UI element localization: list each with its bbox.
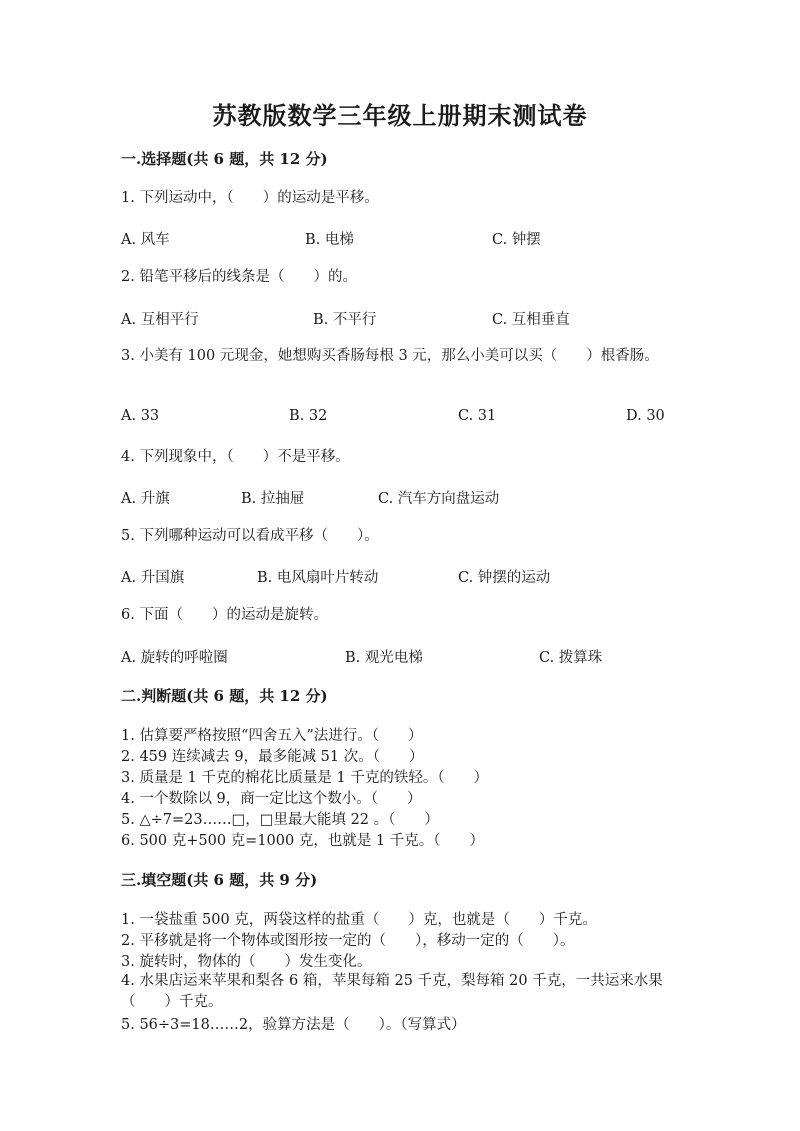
judgement-item: 2. 459 连续减去 9，最多能减 51 次。（ ）: [121, 749, 424, 765]
judgement-item: 3. 质量是 1 千克的棉花比质量是 1 千克的铁轻。（ ）: [121, 770, 489, 786]
question-3: 3. 小美有 100 元现金，她想购买香肠每根 3 元，那么小美可以买（ ）根香肠。: [121, 348, 659, 364]
page-title: 苏教版数学三年级上册期末测试卷: [212, 101, 588, 130]
question-5: 5. 下列哪种运动可以看成平移（ ）。: [121, 528, 379, 544]
option: A. 风车: [121, 232, 170, 248]
option: A. 旋转的呼啦圈: [121, 650, 228, 666]
fill-item: 5. 56÷3=18……2，验算方法是（ ）。（写算式）: [121, 1017, 466, 1033]
option: A. 33: [121, 408, 160, 424]
option: B. 拉抽屉: [241, 491, 305, 507]
option: C. 互相垂直: [492, 312, 570, 328]
option: A. 互相平行: [121, 312, 199, 328]
option: C. 31: [458, 408, 497, 424]
judgement-item: 4. 一个数除以 9，商一定比这个数小。（ ）: [121, 791, 422, 807]
question-1: 1. 下列运动中，（ ）的运动是平移。: [121, 190, 379, 206]
judgement-item: 6. 500 克+500 克=1000 克，也就是 1 千克。（ ）: [121, 833, 485, 849]
option: B. 32: [289, 408, 328, 424]
fill-item: 1. 一袋盐重 500 克，两袋这样的盐重（ ）克，也就是（ ）千克。: [121, 912, 597, 928]
question-2: 2. 铅笔平移后的线条是（ ）的。: [121, 269, 357, 285]
section-heading-fill-blank: 三.填空题(共 6 题，共 9 分): [121, 871, 318, 889]
option: B. 电梯: [305, 232, 354, 248]
question-4: 4. 下列现象中，（ ）不是平移。: [121, 449, 350, 465]
option: B. 不平行: [313, 312, 377, 328]
fill-item: 4. 水果店运来苹果和梨各 6 箱，苹果每箱 25 千克，梨每箱 20 千克，一共运来水果（ ）千克。: [121, 973, 663, 1010]
option: C. 拨算珠: [539, 650, 603, 666]
option: A. 升旗: [121, 491, 170, 507]
judgement-item: 5. △÷7=23……□，□里最大能填 22 。（ ）: [121, 812, 439, 828]
judgement-item: 1. 估算要严格按照“四舍五入”法进行。（ ）: [121, 728, 423, 744]
section-heading-choice: 一.选择题(共 6 题，共 12 分): [121, 150, 328, 168]
option: A. 升国旗: [121, 570, 185, 586]
option: C. 汽车方向盘运动: [378, 491, 500, 507]
fill-item: 2. 平移就是将一个物体或图形按一定的（ ），移动一定的（ ）。: [121, 933, 575, 949]
option: B. 观光电梯: [345, 650, 423, 666]
option: C. 钟摆: [492, 232, 541, 248]
option: B. 电风扇叶片转动: [257, 570, 379, 586]
fill-item: 3. 旋转时，物体的（ ）发生变化。: [121, 954, 372, 970]
section-heading-judgement: 二.判断题(共 6 题，共 12 分): [121, 687, 328, 705]
option: D. 30: [626, 408, 665, 424]
question-6: 6. 下面（ ）的运动是旋转。: [121, 607, 328, 623]
option: C. 钟摆的运动: [458, 570, 551, 586]
